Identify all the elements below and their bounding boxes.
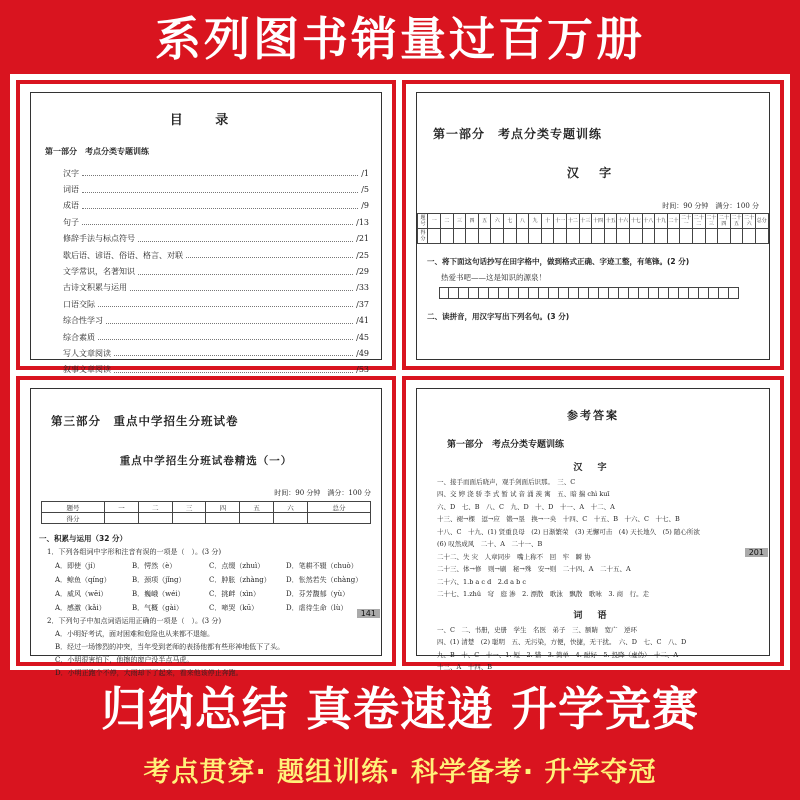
answers-page-number: 201 — [745, 548, 768, 557]
score-header-cell: 十九 — [655, 214, 668, 229]
toc-leader-dots — [98, 301, 353, 307]
practice-question-1: 一、将下面这句话抄写在田字格中，做到格式正确、字迹工整，有笔锋。(2 分) — [427, 257, 690, 266]
score-header-row — [418, 214, 768, 229]
answer-line: 十三、A 十四、B — [437, 663, 492, 671]
score-label-cell: 得分 — [418, 229, 428, 244]
writing-box — [539, 287, 549, 299]
option: C．挑衅（xìn） — [209, 590, 261, 598]
practice-question-1-text: 热爱书吧——这是知识的源泉！ — [441, 273, 546, 282]
option: D．虐待生命（lù） — [286, 604, 348, 612]
exam-score-value-cell — [307, 513, 370, 524]
score-header-cell: 十四 — [592, 214, 605, 229]
toc-item-page: /29 — [356, 267, 369, 277]
score-value-cell — [428, 229, 441, 244]
writing-box — [699, 287, 709, 299]
exam-score-value-cell — [105, 513, 139, 524]
toc-leader-dots — [82, 219, 353, 225]
answers-heading-ciyu: 词 语 — [573, 611, 613, 621]
exam-score-value-cell — [172, 513, 206, 524]
toc-leader-dots — [138, 269, 353, 275]
score-header-cell: 二十五 — [731, 215, 742, 227]
score-value-cell — [692, 229, 705, 244]
toc-item — [63, 231, 369, 247]
toc-item — [63, 296, 369, 312]
writing-box — [459, 287, 469, 299]
score-value-cell — [567, 229, 580, 244]
score-value-cell — [629, 229, 642, 244]
score-value-cell — [705, 229, 718, 244]
score-header-cell: 八 — [516, 214, 529, 229]
score-header-cell: 十六 — [617, 214, 630, 229]
toc-leader-dots — [82, 170, 358, 176]
toc-list — [63, 165, 369, 394]
writing-box — [669, 287, 679, 299]
slogan-text: 归纳总结 真卷速递 升学竞赛 — [100, 682, 700, 736]
toc-item-label: 句子 — [63, 217, 79, 227]
writing-box — [719, 287, 729, 299]
writing-box — [529, 287, 539, 299]
score-value-cell — [478, 229, 491, 244]
toc-item — [63, 181, 369, 197]
answers-heading-hanzi: 汉 字 — [573, 463, 613, 473]
option: B．愕然（è） — [132, 562, 177, 570]
toc-leader-dots — [130, 285, 353, 291]
exam-score-header-cell: 四 — [206, 502, 240, 513]
toc-leader-dots — [82, 187, 358, 193]
option-row — [55, 603, 381, 613]
toc-item-label: 歇后语、谚语、俗语、格言、对联 — [63, 250, 183, 260]
option-row — [55, 575, 381, 585]
exam-score-header-cell: 二 — [138, 502, 172, 513]
toc-item-page: /33 — [356, 283, 369, 293]
option-line: C．小明很害怕下，他擦的窗户没半点马虎。 — [55, 656, 194, 664]
toc-item — [63, 165, 369, 181]
option: D．笔耕不辍（chuò） — [286, 562, 358, 570]
score-header-cell: 二十二 — [693, 215, 704, 227]
option: A．感激（kǎi） — [55, 604, 106, 612]
answer-line: 一、接手而面后晓声，观手剑面后识那。 三、C — [437, 477, 576, 486]
toc-item-page: /53 — [356, 365, 369, 375]
score-header-cell: 二十四 — [718, 215, 729, 227]
score-value-cell — [453, 229, 466, 244]
writing-box — [469, 287, 479, 299]
toc-item-label: 叙事文章阅读 — [63, 365, 111, 375]
exam-score-header-cell: 六 — [274, 502, 308, 513]
toc-item-label: 综合素质 — [63, 332, 95, 342]
headline: 系列图书销量过百万册 — [155, 12, 645, 66]
score-value-cell — [504, 229, 517, 244]
page-preview-grid — [10, 74, 790, 677]
option: A．鲸鱼（qíng） — [55, 576, 111, 584]
writing-box — [519, 287, 529, 299]
toc-item-page: /9 — [361, 201, 369, 211]
toc-page-preview — [16, 80, 396, 375]
writing-box — [499, 287, 509, 299]
writing-box — [569, 287, 579, 299]
score-value-cell — [755, 229, 768, 244]
writing-box — [439, 287, 449, 299]
toc-item — [63, 329, 369, 345]
score-value-cell — [680, 229, 693, 244]
writing-box — [549, 287, 559, 299]
option-line: B．经过一场惨烈的冲突，当年受到老师的表扬他都有些形神地低下了头。 — [55, 643, 285, 651]
answer-line: 二十六、1.b a c d 2.d a b c — [437, 577, 526, 586]
answer-line: 六、D 七、B 八、C 九、D 十、D 十一、A 十二、A — [437, 502, 615, 511]
exam-question-2: 2．下列句子中加点词语运用正确的一项是（ ）。(3 分) — [47, 617, 222, 625]
exam-page-number: 141 — [357, 609, 380, 618]
toc-leader-dots — [138, 236, 353, 242]
writing-box — [509, 287, 519, 299]
score-value-cell — [617, 229, 630, 244]
toc-item-label: 写人文章阅读 — [63, 348, 111, 358]
toc-item — [63, 280, 369, 296]
exam-score-value-cell — [206, 513, 240, 524]
practice-question-2: 二、读拼音，用汉字写出下列名句。(3 分) — [427, 312, 570, 321]
option-line: D．小明正跑个不停，大雨却下了起来，看来他该停止奔跑。 — [55, 669, 243, 677]
writing-box — [479, 287, 489, 299]
score-header-cell: 十七 — [629, 214, 642, 229]
toc-item — [63, 247, 369, 263]
score-value-cell — [642, 229, 655, 244]
writing-box — [609, 287, 619, 299]
answer-line: 十八、C 十九、(1) 贤重良母 (2) 日渐繁荣 (3) 无懈可击 (4) 天长地久 (5) 随心所欲 — [437, 527, 700, 536]
practice-subject: 汉 字 — [566, 166, 620, 180]
option: C．肿胀（zhàng） — [209, 576, 271, 584]
answers-part-title: 第一部分 考点分类专题训练 — [447, 440, 565, 450]
score-header-cell: 一 — [428, 214, 441, 229]
option: D．怅然若失（chàng） — [286, 576, 363, 584]
toc-item — [63, 214, 369, 230]
score-header-cell: 十三 — [579, 214, 592, 229]
toc-title: 目 录 — [169, 113, 243, 128]
answers-page — [416, 388, 770, 671]
option-row — [55, 589, 381, 599]
toc-item-label: 文学常识，名著知识 — [63, 267, 135, 277]
exam-score-table — [41, 501, 371, 524]
score-header-cell: 十八 — [642, 214, 655, 229]
toc-leader-dots — [98, 334, 353, 340]
answer-line: 二十二、失 灾 人章同步 嘴上称不 回 牢 瞬 协 — [437, 552, 591, 561]
score-value-cell — [554, 229, 567, 244]
answers-title: 参考答案 — [567, 409, 619, 422]
score-header-cell: 七 — [504, 214, 517, 229]
score-header-cell: 五 — [478, 214, 491, 229]
writing-box — [709, 287, 719, 299]
answer-line: 二十三、体→修 则→刷 秘→殊 安→则 二十四、A 二十五、A — [437, 565, 631, 573]
exam-score-value-cell — [274, 513, 308, 524]
option: A．威风（wēi） — [55, 590, 108, 598]
option: A．即使（jí） — [55, 562, 100, 570]
writing-box — [619, 287, 629, 299]
toc-item-page: /5 — [361, 185, 369, 195]
score-value-cell — [730, 229, 743, 244]
writing-grid — [439, 287, 769, 299]
toc-item-label: 成语 — [63, 201, 79, 211]
exam-part-title: 第三部分 重点中学招生分班试卷 — [51, 414, 239, 428]
writing-box — [679, 287, 689, 299]
option: D．芬芳馥郁（yù） — [286, 590, 350, 598]
writing-box — [489, 287, 499, 299]
exam-score-label-cell: 得分 — [42, 513, 105, 524]
exam-time-note: 时间：90 分钟 满分：100 分 — [274, 489, 371, 497]
toc-leader-dots — [114, 367, 353, 373]
toc-item — [63, 198, 369, 214]
score-header-cell: 二十六 — [744, 215, 755, 227]
practice-part-title: 第一部分 考点分类专题训练 — [433, 127, 603, 141]
toc-leader-dots — [114, 350, 353, 356]
exam-question-1: 1．下列各组词中字形和注音有误的一项是（ ）。(3 分) — [47, 548, 222, 556]
option: B．颈项（jǐng） — [132, 576, 186, 584]
toc-item-page: /49 — [356, 348, 369, 358]
writing-box — [689, 287, 699, 299]
answers-page-preview — [402, 376, 784, 671]
score-header-cell: 二十三 — [706, 215, 717, 227]
writing-box — [659, 287, 669, 299]
score-value-cell — [466, 229, 479, 244]
toc-item-label: 词语 — [63, 185, 79, 195]
answer-line: 二十七、1.zhǔ 穹 庭 渗 2. 漂散 歌泳 飘散 歌咏 3. 商 行。走 — [437, 590, 650, 598]
score-value-cell — [592, 229, 605, 244]
exam-score-header-cell: 总分 — [307, 502, 370, 513]
toc-item-page: /25 — [356, 250, 369, 260]
exam-score-header-cell: 五 — [240, 502, 274, 513]
exam-page-preview — [16, 376, 396, 677]
answers-ciyu-lines — [417, 625, 769, 672]
score-header-cell: 题号 — [418, 214, 428, 229]
toc-leader-dots — [186, 252, 353, 258]
score-header-cell: 十二 — [567, 214, 580, 229]
writing-box — [449, 287, 459, 299]
toc-item — [63, 263, 369, 279]
toc-leader-dots — [82, 203, 358, 209]
exam-question-1-options — [31, 561, 381, 613]
score-header-cell: 二十一 — [681, 215, 692, 227]
answers-hanzi-lines — [417, 477, 769, 599]
toc-item-label: 综合性学习 — [63, 316, 103, 326]
toc-item-label: 修辞手法与标点符号 — [63, 234, 135, 244]
toc-item — [63, 313, 369, 329]
toc-item-page: /41 — [356, 316, 369, 326]
option: B．巍峨（wéi） — [132, 590, 185, 598]
score-header-cell: 十 — [541, 214, 554, 229]
toc-item-label: 口语交际 — [63, 299, 95, 309]
exam-score-header-row — [42, 502, 371, 513]
exam-sub-title: 重点中学招生分班试卷精选（一） — [119, 455, 293, 467]
option: B．气概（gài） — [132, 604, 184, 612]
writing-box — [589, 287, 599, 299]
exam-score-header-cell: 题号 — [42, 502, 105, 513]
slogan — [0, 674, 800, 738]
writing-box — [579, 287, 589, 299]
writing-box — [559, 287, 569, 299]
writing-box — [639, 287, 649, 299]
score-value-cell — [541, 229, 554, 244]
score-header-cell: 十一 — [554, 214, 567, 229]
exam-score-header-cell: 三 — [172, 502, 206, 513]
exam-section-1: 一、积累与运用（32 分） — [39, 534, 128, 543]
toc-item-page: /45 — [356, 332, 369, 342]
answer-line: 四、(1) 清楚 (2) 聪明 五、无污染，方便，快捷，无干扰。 六、D 七、C 八、D — [437, 638, 687, 646]
exam-score-value-cell — [138, 513, 172, 524]
score-header-cell: 十五 — [604, 214, 617, 229]
bottom-banner — [0, 672, 800, 800]
toc-item-page: /37 — [356, 299, 369, 309]
answer-line: 九、B 十、C 十一、1. 短 2. 错 3. 简单 4. 耐好 5. 投降（虚伪） 十二、A — [437, 650, 679, 659]
score-value-row — [418, 229, 768, 244]
score-header-cell: 三 — [453, 214, 466, 229]
score-value-cell — [667, 229, 680, 244]
score-header-cell: 总分 — [755, 214, 768, 229]
exam-question-2-options — [31, 629, 381, 678]
option: C．啼哭（kū） — [209, 604, 259, 612]
tagline — [0, 748, 800, 790]
score-value-cell — [491, 229, 504, 244]
score-value-cell — [604, 229, 617, 244]
score-header-cell: 四 — [466, 214, 479, 229]
practice-page — [416, 92, 770, 360]
score-value-cell — [579, 229, 592, 244]
score-value-cell — [718, 229, 731, 244]
exam-score-header-cell: 一 — [105, 502, 139, 513]
score-value-cell — [529, 229, 542, 244]
exam-score-value-row — [42, 513, 371, 524]
toc-item — [63, 345, 369, 361]
writing-box — [599, 287, 609, 299]
writing-box — [629, 287, 639, 299]
answer-line: 一、C 二、书册，史册 学生 名医 弟子 三、额睛 宽广 逆环 — [437, 625, 637, 634]
answer-line: (6) 叹然成风 二十、A 二十一、B — [437, 540, 543, 548]
toc-item-label: 汉字 — [63, 168, 79, 178]
writing-box — [729, 287, 739, 299]
score-header-cell: 二十 — [667, 214, 680, 229]
writing-box — [649, 287, 659, 299]
score-header-cell: 九 — [529, 214, 542, 229]
option-line: A．小明好考试，面对困难和危险也从来都不退缩。 — [55, 630, 215, 638]
score-value-cell — [441, 229, 454, 244]
toc-section-heading: 第一部分 考点分类专题训练 — [45, 147, 149, 156]
answer-line: 十三、褪→棵 逗→应 锻→垦 换→一央 十四、C 十五、B 十六、C 十七、B — [437, 515, 680, 523]
toc-item-page: /13 — [356, 217, 369, 227]
option: C．点缀（zhuì） — [209, 562, 265, 570]
toc-item-page: /1 — [361, 168, 369, 178]
answer-line: 四、交 婷 浇 骄 李 式 暂 试 音 涌 羡 寓 五、暗 揣 chì kuī — [437, 490, 610, 498]
practice-page-preview — [402, 80, 784, 370]
toc-item-page: /21 — [356, 234, 369, 244]
toc-page — [30, 92, 382, 375]
score-header-cell: 六 — [491, 214, 504, 229]
option-row — [55, 561, 381, 571]
practice-time-note: 时间：90 分钟 满分：100 分 — [662, 202, 759, 210]
practice-score-table — [417, 213, 768, 244]
exam-score-value-cell — [240, 513, 274, 524]
toc-leader-dots — [106, 318, 353, 324]
top-banner — [0, 0, 800, 72]
score-header-cell: 二 — [441, 214, 454, 229]
toc-item-label: 古诗文积累与运用 — [63, 283, 127, 293]
score-value-cell — [743, 229, 756, 244]
score-value-cell — [516, 229, 529, 244]
exam-page — [30, 388, 382, 677]
score-value-cell — [655, 229, 668, 244]
tagline-text: 考点贯穿· 题组训练· 科学备考· 升学夺冠 — [143, 756, 657, 788]
